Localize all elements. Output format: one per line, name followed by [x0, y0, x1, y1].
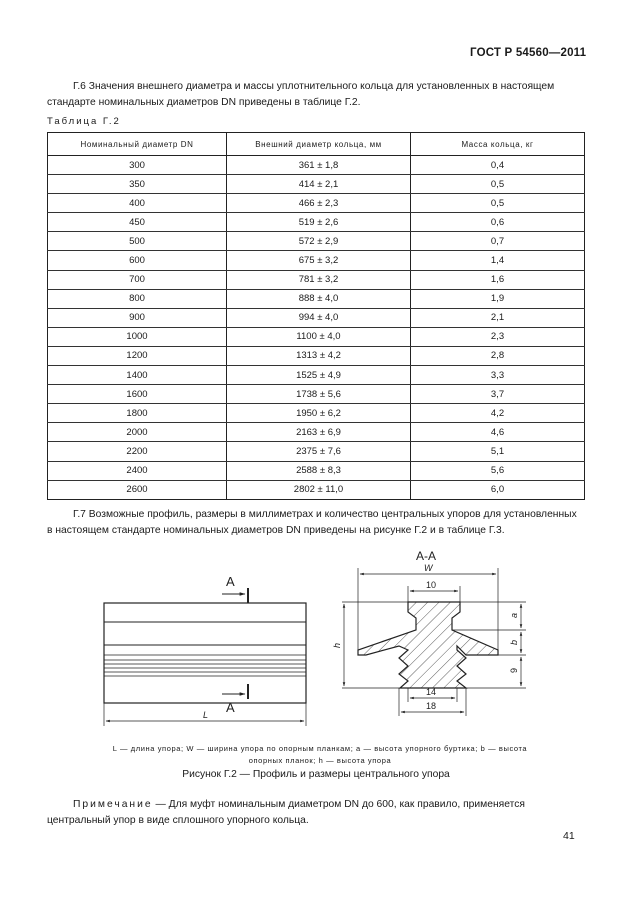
cell-dn: 700	[48, 270, 227, 289]
cell-outer-diameter: 1525 ± 4,9	[227, 366, 411, 385]
cell-mass: 3,3	[411, 366, 585, 385]
cell-mass: 2,8	[411, 346, 585, 365]
table-row	[48, 423, 585, 442]
cell-outer-diameter: 2375 ± 7,6	[227, 442, 411, 461]
cell-dn: 1600	[48, 385, 227, 404]
cell-mass: 3,7	[411, 385, 585, 404]
cell-mass: 1,6	[411, 270, 585, 289]
table-body	[48, 156, 585, 500]
column-header: Масса кольца, кг	[411, 133, 585, 156]
cell-outer-diameter: 2588 ± 8,3	[227, 461, 411, 480]
cell-dn: 2200	[48, 442, 227, 461]
table-row	[48, 270, 585, 289]
legend-line: опорных планок; h — высота упора	[248, 756, 392, 765]
table-row	[48, 289, 585, 308]
dimension-label-L: L	[203, 710, 209, 720]
table-row	[48, 251, 585, 270]
cell-mass: 5,6	[411, 461, 585, 480]
cell-outer-diameter: 1313 ± 4,2	[227, 346, 411, 365]
paragraph-g7-text: Г.7 Возможные профиль, размеры в миллиметрах и количество центральных упоров для установленных в настоящем стандарте номинальных диаметров DN приведены на рисунке Г.2 и в таблице Г.3.	[47, 509, 577, 536]
cell-outer-diameter: 2802 ± 11,0	[227, 480, 411, 499]
dimension-label-h: h	[332, 642, 342, 648]
cell-mass: 0,4	[411, 156, 585, 175]
cell-mass: 0,5	[411, 175, 585, 194]
side-view-outline	[104, 603, 306, 703]
cell-outer-diameter: 2163 ± 6,9	[227, 423, 411, 442]
table-g2	[47, 132, 585, 500]
table-caption: Таблица Г.2	[47, 116, 121, 127]
cell-mass: 0,6	[411, 213, 585, 232]
table-row	[48, 232, 585, 251]
paragraph-g6	[47, 79, 585, 111]
table-row	[48, 385, 585, 404]
dimension-label-b: b	[509, 639, 519, 645]
table-row	[48, 461, 585, 480]
cell-mass: 0,5	[411, 194, 585, 213]
dimension-label-a: a	[509, 612, 519, 618]
cell-outer-diameter: 1100 ± 4,0	[227, 327, 411, 346]
cell-mass: 2,1	[411, 308, 585, 327]
table-row	[48, 404, 585, 423]
side-view	[104, 588, 306, 726]
paragraph-g6-text: Г.6 Значения внешнего диаметра и массы уплотнительного кольца для установленных в настоящем стандарте номинальных диаметров DN приведены в таблице Г.2.	[47, 81, 555, 108]
paragraph-g7	[47, 507, 585, 539]
note	[47, 797, 585, 829]
cell-mass: 4,6	[411, 423, 585, 442]
cell-dn: 2600	[48, 480, 227, 499]
cell-outer-diameter: 888 ± 4,0	[227, 289, 411, 308]
dimension-label-18: 18	[426, 701, 437, 711]
dimension-label-9: 9	[509, 667, 519, 673]
cell-outer-diameter: 414 ± 2,1	[227, 175, 411, 194]
cell-dn: 350	[48, 175, 227, 194]
note-label: Примечание	[73, 799, 153, 810]
cell-dn: 300	[48, 156, 227, 175]
cell-outer-diameter: 781 ± 3,2	[227, 270, 411, 289]
table-row	[48, 480, 585, 499]
cell-outer-diameter: 994 ± 4,0	[227, 308, 411, 327]
table-row	[48, 213, 585, 232]
cross-section	[358, 602, 498, 688]
cell-dn: 1200	[48, 346, 227, 365]
cell-mass: 1,9	[411, 289, 585, 308]
section-title: А-А	[416, 549, 437, 563]
figure-g2	[0, 540, 630, 740]
table-row	[48, 156, 585, 175]
cell-dn: 1000	[48, 327, 227, 346]
cell-dn: 900	[48, 308, 227, 327]
cell-mass: 4,2	[411, 404, 585, 423]
figure-caption: Рисунок Г.2 — Профиль и размеры центрального упора	[182, 769, 450, 780]
cell-mass: 2,3	[411, 327, 585, 346]
table-row	[48, 308, 585, 327]
cell-dn: 2400	[48, 461, 227, 480]
table-row	[48, 366, 585, 385]
cell-dn: 1800	[48, 404, 227, 423]
cell-dn: 2000	[48, 423, 227, 442]
cell-outer-diameter: 361 ± 1,8	[227, 156, 411, 175]
column-header: Внешний диаметр кольца, мм	[227, 133, 411, 156]
section-label-top: А	[226, 574, 235, 589]
page-number: 41	[563, 830, 575, 842]
cell-mass: 6,0	[411, 480, 585, 499]
cell-outer-diameter: 466 ± 2,3	[227, 194, 411, 213]
cell-mass: 1,4	[411, 251, 585, 270]
section-label-bottom: А	[226, 700, 235, 715]
note-text: — Для муфт номинальным диаметром DN до 600, как правило, применяется центральный упор в виде сплошного упорного кольца.	[47, 799, 525, 826]
table-row	[48, 346, 585, 365]
cell-dn: 800	[48, 289, 227, 308]
table-header-row	[48, 133, 585, 156]
table-row	[48, 327, 585, 346]
dimension-label-10: 10	[426, 580, 437, 590]
cell-outer-diameter: 1950 ± 6,2	[227, 404, 411, 423]
cell-dn: 450	[48, 213, 227, 232]
standard-code: ГОСТ Р 54560—2011	[470, 47, 587, 59]
profile-shape	[358, 602, 498, 688]
figure-legend	[95, 743, 545, 767]
cell-mass: 0,7	[411, 232, 585, 251]
cell-dn: 600	[48, 251, 227, 270]
cell-outer-diameter: 1738 ± 5,6	[227, 385, 411, 404]
dimension-label-14: 14	[426, 687, 437, 697]
column-header: Номинальный диаметр DN	[48, 133, 227, 156]
cell-outer-diameter: 675 ± 3,2	[227, 251, 411, 270]
legend-line: L — длина упора; W — ширина упора по опорным планкам; a — высота упорного буртика; b — высота	[112, 744, 528, 753]
cell-outer-diameter: 519 ± 2,6	[227, 213, 411, 232]
dimension-label-W: W	[424, 563, 433, 573]
cell-dn: 400	[48, 194, 227, 213]
table-row	[48, 175, 585, 194]
table-row	[48, 194, 585, 213]
table-row	[48, 442, 585, 461]
cell-outer-diameter: 572 ± 2,9	[227, 232, 411, 251]
cell-dn: 1400	[48, 366, 227, 385]
cell-dn: 500	[48, 232, 227, 251]
cell-mass: 5,1	[411, 442, 585, 461]
